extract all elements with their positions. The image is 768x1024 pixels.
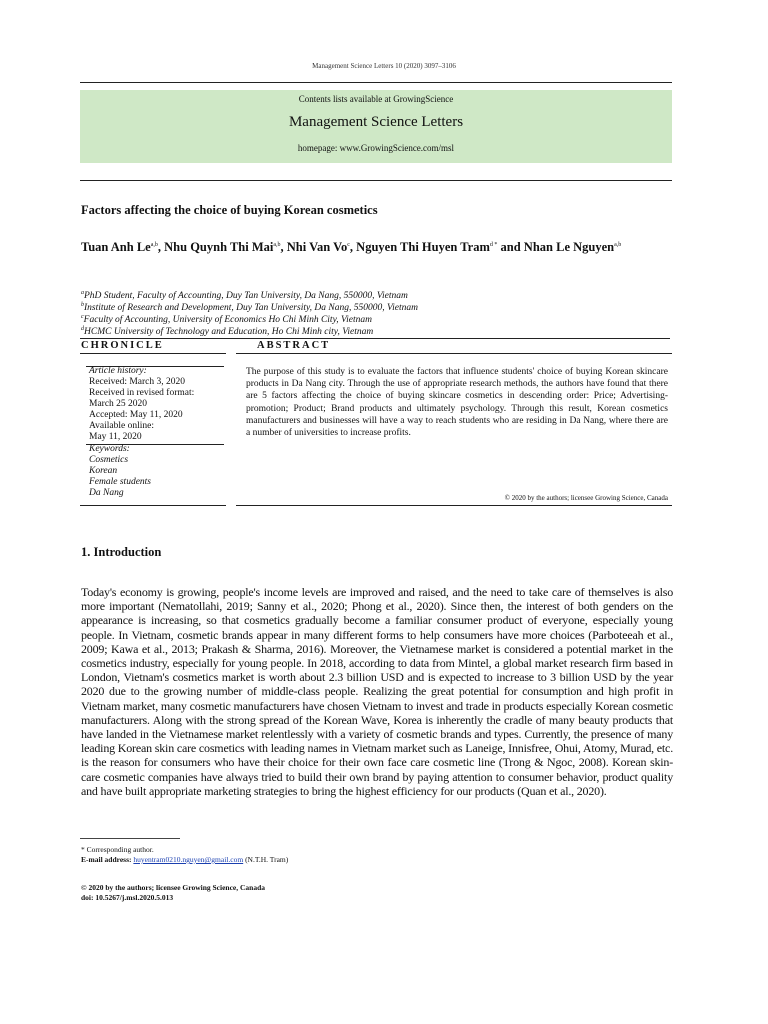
affiliation-mark: c — [81, 314, 84, 320]
history-revised-label: Received in revised format: — [89, 388, 195, 398]
contents-availability: Contents lists available at GrowingScience — [298, 94, 454, 104]
keyword-item: Da Nang — [89, 488, 124, 498]
author-separator: , — [280, 240, 287, 254]
author-separator: , — [157, 240, 165, 254]
chronicle-heading: CHRONICLE — [81, 340, 164, 351]
affiliation — [81, 314, 372, 325]
affiliation-text: HCMC University of Technology and Education, Ho Chi Minh city, Vietnam — [84, 327, 374, 338]
footnote-rule — [80, 838, 180, 839]
affiliation-mark: b — [81, 302, 84, 308]
author-affiliation-mark: c — [347, 241, 350, 248]
author-name: Nhu Quynh Thi Mai — [164, 240, 274, 254]
affiliation-text: Faculty of Accounting, University of Economics Ho Chi Minh City, Vietnam — [83, 315, 372, 326]
paper-title: Factors affecting the choice of buying Korean cosmetics — [81, 203, 378, 217]
journal-homepage-link[interactable]: homepage: www.GrowingScience.com/msl — [297, 143, 455, 153]
section-heading-introduction: 1. Introduction — [81, 545, 162, 559]
journal-banner — [80, 90, 672, 163]
affiliation — [81, 326, 373, 337]
doi[interactable]: doi: 10.5267/j.msl.2020.5.013 — [81, 893, 174, 902]
author-affiliation-mark: d * — [489, 241, 498, 248]
author-name: Tuan Anh Le — [81, 240, 151, 254]
corresponding-author-note: * Corresponding author. — [81, 845, 154, 854]
affiliation-text: PhD Student, Faculty of Accounting, Duy Tan University, Da Nang, 550000, Vietnam — [84, 291, 408, 302]
journal-reference: Management Science Letters 10 (2020) 3097–3106 — [312, 62, 456, 70]
introduction-paragraph: Today's economy is growing, people's income levels are improved and raised, and the need to take care of themselves is also more important (Nematollahi, 2019; Sanny et al., 2020; Phong et al., 2020). Since then, the interest of both genders on the appearance is increasing, so that cosmetics gradually become a familiar consumer product of everyone, especially young people. In Vietnam, cosmetic brands appear in many different forms to help consumers have more choices (Parboteeah et al., 2009; Kawa et al., 2013; Prakash & Sharma, 2016). Moreover, the Vietnamese market is considered a potential market in the cosmetics industry, especially for young people. In 2018, according to data from Mintel, a global market research firm based in London, Vietnam's cosmetics market is worth about 2.3 billion USD and is expected to increase to 3 billion USD by the year 2020 due to the growing number of middle-class people. Realizing the great potential for consumption and high profit in Vietnam market, many cosmetic manufacturers have chosen Vietnam to invest and trade in products especially Korean cosmetic manufacturers. Along with the strong spread of the Korean Wave, Korea is inherently the cradle of many beauty products that have landed in the Vietnamese market relentlessly with a variety of cosmetic brands and types. Currently, the presence of many leading Korean skin care cosmetics with leading names in Vietnam market such as Laneige, Innisfree, Ohui, Atomy, Murad, etc. is the reason for consumers who have their choice for their own face care cosmetic line (Trong & Ngoc, 2008). Korean skin-care cosmetic companies have always tried to build their own brand by paying attention to consumer behavior, product quality and have built appropriate marketing strategies to bring the highest efficiency for our products (Quan et al., 2020). — [81, 585, 673, 798]
author-name: Nguyen Thi Huyen Tram — [356, 240, 490, 254]
history-online-label: Available online: — [89, 421, 154, 431]
author-list — [81, 240, 621, 255]
affiliation-mark: d — [81, 326, 84, 332]
chronicle-top-rule — [80, 338, 670, 339]
email-line — [81, 855, 288, 864]
email-suffix: (N.T.H. Tram) — [245, 855, 289, 864]
abstract-copyright: © 2020 by the authors; licensee Growing Science, Canada — [504, 494, 668, 502]
abstract-rule — [236, 353, 672, 354]
history-received: Received: March 3, 2020 — [89, 377, 186, 387]
history-heading: Article history: — [89, 366, 147, 376]
header-rule — [80, 82, 672, 83]
author-name: Nhan Le Nguyen — [523, 240, 615, 254]
affiliation — [81, 290, 408, 301]
author-separator: and — [497, 240, 524, 254]
footer-copyright: © 2020 by the authors; licensee Growing Science, Canada — [81, 883, 266, 892]
abstract-heading: ABSTRACT — [257, 340, 331, 351]
keyword-item: Female students — [89, 477, 152, 487]
journal-title: Management Science Letters — [288, 114, 464, 130]
chronicle-rule — [80, 353, 226, 354]
affiliation — [81, 302, 418, 313]
abstract-bottom-rule — [236, 505, 672, 506]
author-affiliation-mark: a,b — [273, 241, 281, 248]
history-accepted: Accepted: May 11, 2020 — [89, 410, 183, 420]
author-affiliation-mark: a,b — [150, 241, 158, 248]
author-affiliation-mark: a,b — [614, 241, 622, 248]
keyword-item: Korean — [89, 466, 118, 476]
abstract-text: The purpose of this study is to evaluate the factors that influence students' choice of buying Korean skincare products in Da Nang city. Through the use of appropriate research methods, the authors have found that there are 5 factors affecting the choice of buying skincare cosmetics in descending order: Price; Advertising-promotion; Product; Brand products and ultimately psychology. Through this result, Korean cosmetics manufacturers and businesses will have a way to reach students who are residing in Da Nang, where there are a number of universities to increase profits. — [246, 367, 668, 439]
affiliation-text: Institute of Research and Development, Duy Tan University, Da Nang, 550000, Vietnam — [84, 303, 418, 314]
keyword-item: Cosmetics — [89, 455, 129, 465]
email-label: E-mail address: — [81, 855, 132, 864]
author-name: Nhi Van Vo — [286, 240, 348, 254]
history-online-date: May 11, 2020 — [89, 432, 142, 442]
author-separator: , — [349, 240, 357, 254]
affiliation-mark: a — [81, 290, 84, 296]
history-revised-date: March 25 2020 — [89, 399, 148, 409]
banner-rule — [80, 180, 672, 181]
chronicle-bottom-rule — [80, 505, 226, 506]
email-link[interactable]: huyentram0210.nguyen@gmail.com — [133, 855, 244, 864]
keywords-heading: Keywords: — [89, 444, 130, 454]
